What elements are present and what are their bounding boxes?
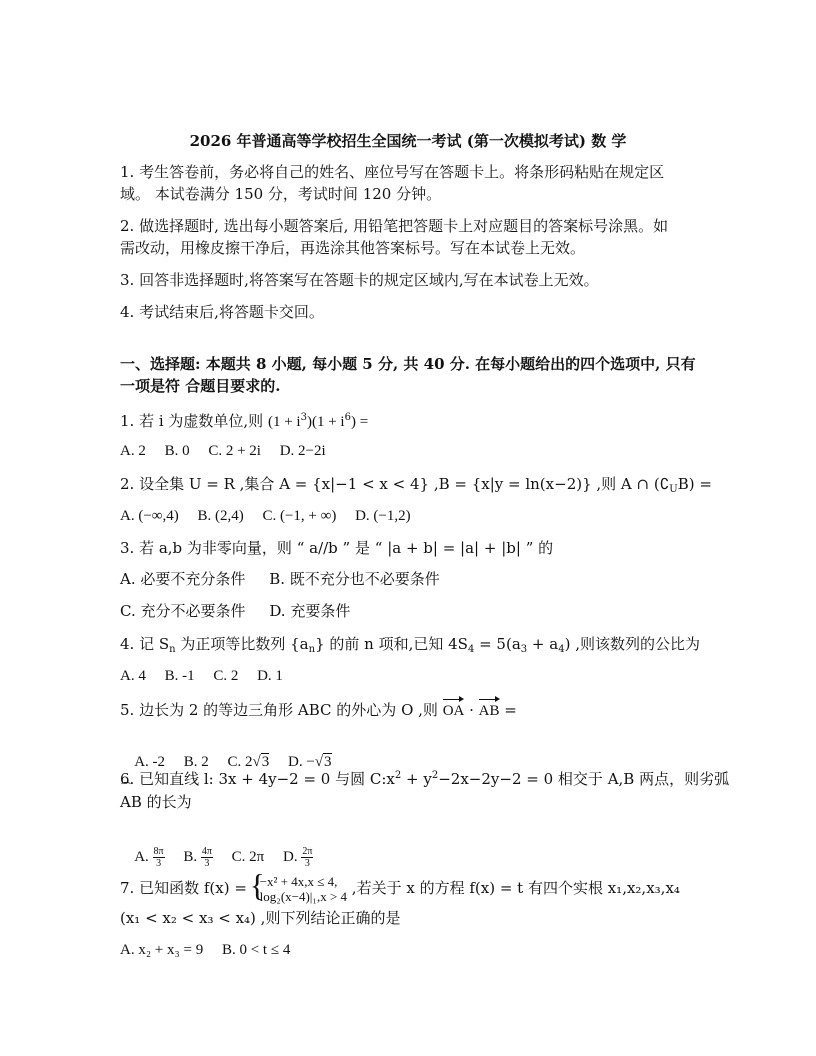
- note-4: 4. 考试结束后,将答题卡交回。: [120, 303, 324, 321]
- q6-b-fraction: [201, 846, 213, 869]
- q2-prefix: 2. 设全集 U = R ,集合 A = {x|−1 < x < 4} ,B = {x|y = ln(x−2)} ,则 A ∩ (∁: [120, 475, 670, 493]
- q6-b-label: B.: [164, 848, 201, 865]
- question-7-line2: (x₁ < x₂ < x₃ < x₄) ,则下列结论正确的是: [120, 909, 401, 927]
- question-1-options: A. 2 B. 0 C. 2 + 2i D. 2−2i: [120, 443, 326, 459]
- q6-e1: 2: [394, 770, 402, 781]
- question-7-options: A. x₂ + x₃ = 9 B. 0 < t ≤ 4: [120, 942, 291, 958]
- q1-math-3: ) =: [350, 414, 369, 430]
- q7-p1: 7. 已知函数 f(x) =: [120, 879, 252, 897]
- note-3: 3. 回答非选择题时,将答案写在答题卡的规定区域内,写在本试卷上无效。: [120, 271, 599, 289]
- note-2b: 需改动，用橡皮擦干净后，再选涂其他答案标号。写在本试卷上无效。: [120, 239, 586, 257]
- q5-opt-abc: A. -2 B. 2 C. 2: [134, 754, 253, 770]
- q6-p3: −2x−2y−2 = 0 相交于 A,B 两点，则劣弧: [438, 770, 730, 788]
- q6-a-den: 3: [156, 858, 162, 869]
- q6-b-num: 4π: [201, 846, 212, 857]
- q6-e2: 2: [431, 770, 439, 781]
- vector-oa: OA: [442, 703, 465, 719]
- q1-math-1: (1 + i: [267, 414, 301, 430]
- q2-sub: U: [669, 484, 678, 495]
- q1-prefix: 1. 若 i 为虚数单位,则: [120, 412, 268, 430]
- q5-dot: ·: [464, 701, 479, 719]
- q7-case-2: log₂(x−4)|₁,x > 4: [259, 889, 348, 904]
- q7-case-1: { −x² + 4x,x ≤ 4,: [259, 874, 338, 889]
- note-1b: 域。 本试卷满分 150 分，考试时间 120 分钟。: [120, 185, 442, 203]
- q6-p2: + y: [401, 770, 432, 788]
- q5-sqrt-d: 3: [324, 754, 332, 770]
- q6-p1: 6. 已知直线 l: 3x + 4y−2 = 0 与圆 C:x: [120, 770, 395, 788]
- question-1-stem: [120, 408, 368, 432]
- exam-title: 2026 年普通高等学校招生全国统一考试 (第一次模拟考试) 数 学: [189, 132, 627, 150]
- q5-p2: =: [499, 701, 517, 719]
- q5-p1: 5. 边长为 2 的等边三角形 ABC 的外心为 O ,则: [120, 701, 443, 719]
- q5-opt-d: D. −: [269, 754, 315, 770]
- question-4-options: A. 4 B. -1 C. 2 D. 1: [120, 668, 283, 684]
- q6-c-label: C. 2π D.: [212, 848, 302, 865]
- q4-p6: ) ,则该数列的公比为: [564, 635, 700, 653]
- q6-d-num: 2π: [302, 846, 313, 857]
- q4-p4: = 5(a: [474, 635, 521, 653]
- q4-s1: n: [169, 644, 176, 655]
- q4-p5: + a: [527, 635, 559, 653]
- q2-suffix: B) =: [677, 475, 712, 493]
- section-heading-2: 一项是符 合题目要求的.: [120, 377, 281, 395]
- q6-d-fraction: [301, 846, 313, 869]
- question-3-options-2: C. 充分不必要条件 D. 充要条件: [120, 602, 351, 620]
- question-4-stem: [120, 634, 700, 660]
- q7-p2: ,若关于 x 的方程 f(x) = t 有四个实根 x₁,x₂,x₃,x₄: [347, 879, 680, 897]
- q6-a-label: A.: [134, 848, 153, 865]
- q4-s2: n: [308, 644, 316, 655]
- q6-b-den: 3: [204, 858, 210, 869]
- q5-sqrt-c: 3: [261, 754, 270, 770]
- q6-d-den: 3: [304, 858, 310, 869]
- question-7-stem: [120, 874, 680, 904]
- q1-exp-1: 3: [300, 412, 307, 423]
- question-6-line2: AB 的长为: [120, 793, 192, 811]
- q6-a-num: 8π: [153, 846, 164, 857]
- question-6-stem: [120, 766, 729, 789]
- question-5-stem: [120, 700, 517, 721]
- q4-p2: 为正项等比数列 {a: [175, 635, 309, 653]
- question-3-options-1: A. 必要不充分条件 B. 既不充分也不必要条件: [120, 570, 440, 588]
- q1-math-2: )(1 + i: [306, 414, 345, 430]
- q1-exp-2: 6: [344, 412, 351, 423]
- q4-s3: 4: [467, 644, 475, 655]
- q4-p3: } 的前 n 项和,已知 4S: [315, 635, 468, 653]
- q4-s4: 3: [520, 644, 528, 655]
- question-2-options: A. (−∞,4) B. (2,4) C. (−1, + ∞) D. (−1,2): [120, 508, 411, 524]
- q4-p1: 4. 记 S: [120, 635, 170, 653]
- question-3-stem: 3. 若 a,b 为非零向量，则 “ a//b ” 是 “ |a + b| = |a| + |b| ” 的: [120, 539, 554, 557]
- note-2a: 2. 做选择题时, 选出每小题答案后, 用铅笔把答题卡上对应题目的答案标号涂黑。如: [120, 217, 669, 235]
- section-heading-1: 一、选择题: 本题共 8 小题, 每小题 5 分, 共 40 分. 在每小题给出的四个选项中, 只有: [120, 355, 696, 373]
- q4-s5: 4: [558, 644, 565, 655]
- note-1a: 1. 考生答卷前，务必将自己的姓名、座位号写在答题卡上。将条形码粘贴在规定区: [120, 163, 665, 181]
- question-5-options: A. -2 B. 2 C. 2√3 D. −√3: [134, 754, 332, 770]
- question-2-stem: [120, 474, 712, 500]
- q6-a-fraction: [153, 846, 165, 869]
- vector-ab: AB: [478, 703, 500, 719]
- piecewise-function: [252, 874, 347, 904]
